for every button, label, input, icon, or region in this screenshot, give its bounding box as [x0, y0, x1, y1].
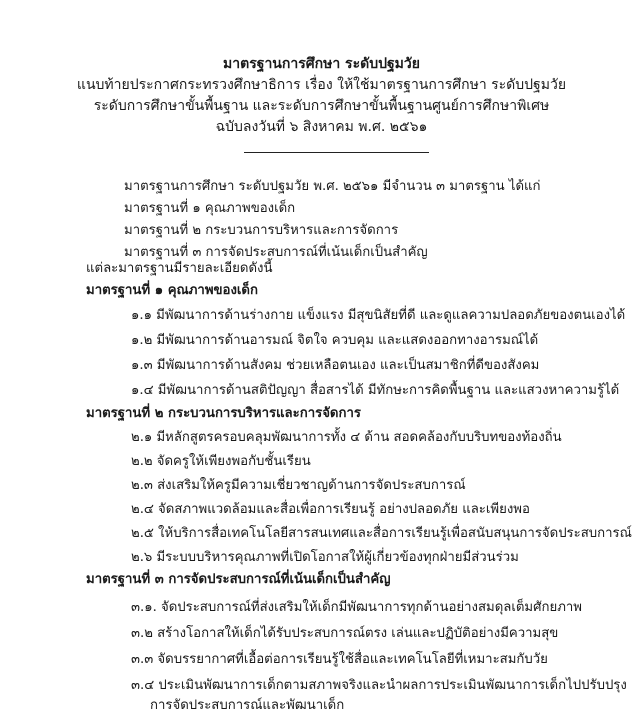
standard-1-item-2: ๑.๒ มีพัฒนาการด้านอารมณ์ จิตใจ ควบคุม และแสดงออกทางอารมณ์ได้: [131, 333, 539, 348]
header-divider: [244, 152, 429, 153]
standard-1-item-3: ๑.๓ มีพัฒนาการด้านสังคม ช่วยเหลือตนเอง และเป็นสมาชิกที่ดีของสังคม: [131, 358, 540, 373]
document-title: มาตรฐานการศึกษา ระดับปฐมวัย: [223, 56, 420, 72]
standard-1-heading: มาตรฐานที่ ๑ คุณภาพของเด็ก: [86, 283, 258, 298]
intro-item-1: มาตรฐานที่ ๑ คุณภาพของเด็ก: [124, 201, 296, 216]
intro-item-2: มาตรฐานที่ ๒ กระบวนการบริหารและการจัดการ: [124, 223, 399, 238]
standard-3-item-2: ๓.๒ สร้างโอกาสให้เด็กได้รับประสบการณ์ตรง เล่นและปฏิบัติอย่างมีความสุข: [131, 626, 559, 641]
document-subtitle-line-1: แนบท้ายประกาศกระทรวงศึกษาธิการ เรื่อง ให้ใช้มาตรฐานการศึกษา ระดับปฐมวัย: [76, 77, 567, 93]
standard-2-item-6: ๒.๖ มีระบบบริหารคุณภาพที่เปิดโอกาสให้ผู้เกี่ยวข้องทุกฝ่ายมีส่วนร่วม: [131, 550, 519, 565]
standard-2-item-5: ๒.๕ ให้บริการสื่อเทคโนโลยีสารสนเทศและสื่อการเรียนรู้เพื่อสนับสนุนการจัดประสบการณ์: [131, 526, 632, 541]
standard-3-item-4-continued: การจัดประสบการณ์และพัฒนาเด็ก: [150, 698, 345, 713]
standard-2-item-1: ๒.๑ มีหลักสูตรครอบคลุมพัฒนาการทั้ง ๔ ด้าน สอดคล้องกับบริบทของท้องถิ่น: [131, 430, 562, 445]
intro-item-3: มาตรฐานที่ ๓ การจัดประสบการณ์ที่เน้นเด็กเป็นสำคัญ: [124, 245, 428, 260]
standard-2-heading: มาตรฐานที่ ๒ กระบวนการบริหารและการจัดการ: [86, 406, 361, 421]
standard-3-heading: มาตรฐานที่ ๓ การจัดประสบการณ์ที่เน้นเด็กเป็นสำคัญ: [86, 572, 391, 587]
intro-details: แต่ละมาตรฐานมีรายละเอียดดังนี้: [86, 261, 273, 276]
standard-3-item-1: ๓.๑. จัดประสบการณ์ที่ส่งเสริมให้เด็กมีพัฒนาการทุกด้านอย่างสมดุลเต็มศักยภาพ: [131, 600, 582, 615]
standard-2-item-3: ๒.๓ ส่งเสริมให้ครูมีความเชี่ยวชาญด้านการจัดประสบการณ์: [131, 478, 466, 493]
intro-lead: มาตรฐานการศึกษา ระดับปฐมวัย พ.ศ. ๒๕๖๑ มีจำนวน ๓ มาตรฐาน ได้แก่: [124, 179, 541, 194]
document-subtitle-line-2: ระดับการศึกษาขั้นพื้นฐาน และระดับการศึกษาขั้นพื้นฐานศูนย์การศึกษาพิเศษ: [93, 98, 550, 114]
standard-3-item-3: ๓.๓ จัดบรรยากาศที่เอื้อต่อการเรียนรู้ใช้สื่อและเทคโนโลยีที่เหมาะสมกับวัย: [131, 652, 548, 667]
standard-1-item-4: ๑.๔ มีพัฒนาการด้านสติปัญญา สื่อสารได้ มีทักษะการคิดพื้นฐาน และแสวงหาความรู้ได้: [131, 383, 620, 398]
standard-1-item-1: ๑.๑ มีพัฒนาการด้านร่างกาย แข็งแรง มีสุขนิสัยที่ดี และดูแลความปลอดภัยของตนเองได้: [131, 308, 626, 323]
standard-2-item-4: ๒.๔ จัดสภาพแวดล้อมและสื่อเพื่อการเรียนรู้ อย่างปลอดภัย และเพียงพอ: [131, 502, 530, 517]
standard-2-item-2: ๒.๒ จัดครูให้เพียงพอกับชั้นเรียน: [131, 454, 311, 469]
standard-3-item-4: ๓.๔ ประเมินพัฒนาการเด็กตามสภาพจริงและนำผลการประเมินพัฒนาการเด็กไปปรับปรุง: [131, 678, 627, 693]
document-date-line: ฉบับลงวันที่ ๖ สิงหาคม พ.ศ. ๒๕๖๑: [215, 119, 428, 135]
